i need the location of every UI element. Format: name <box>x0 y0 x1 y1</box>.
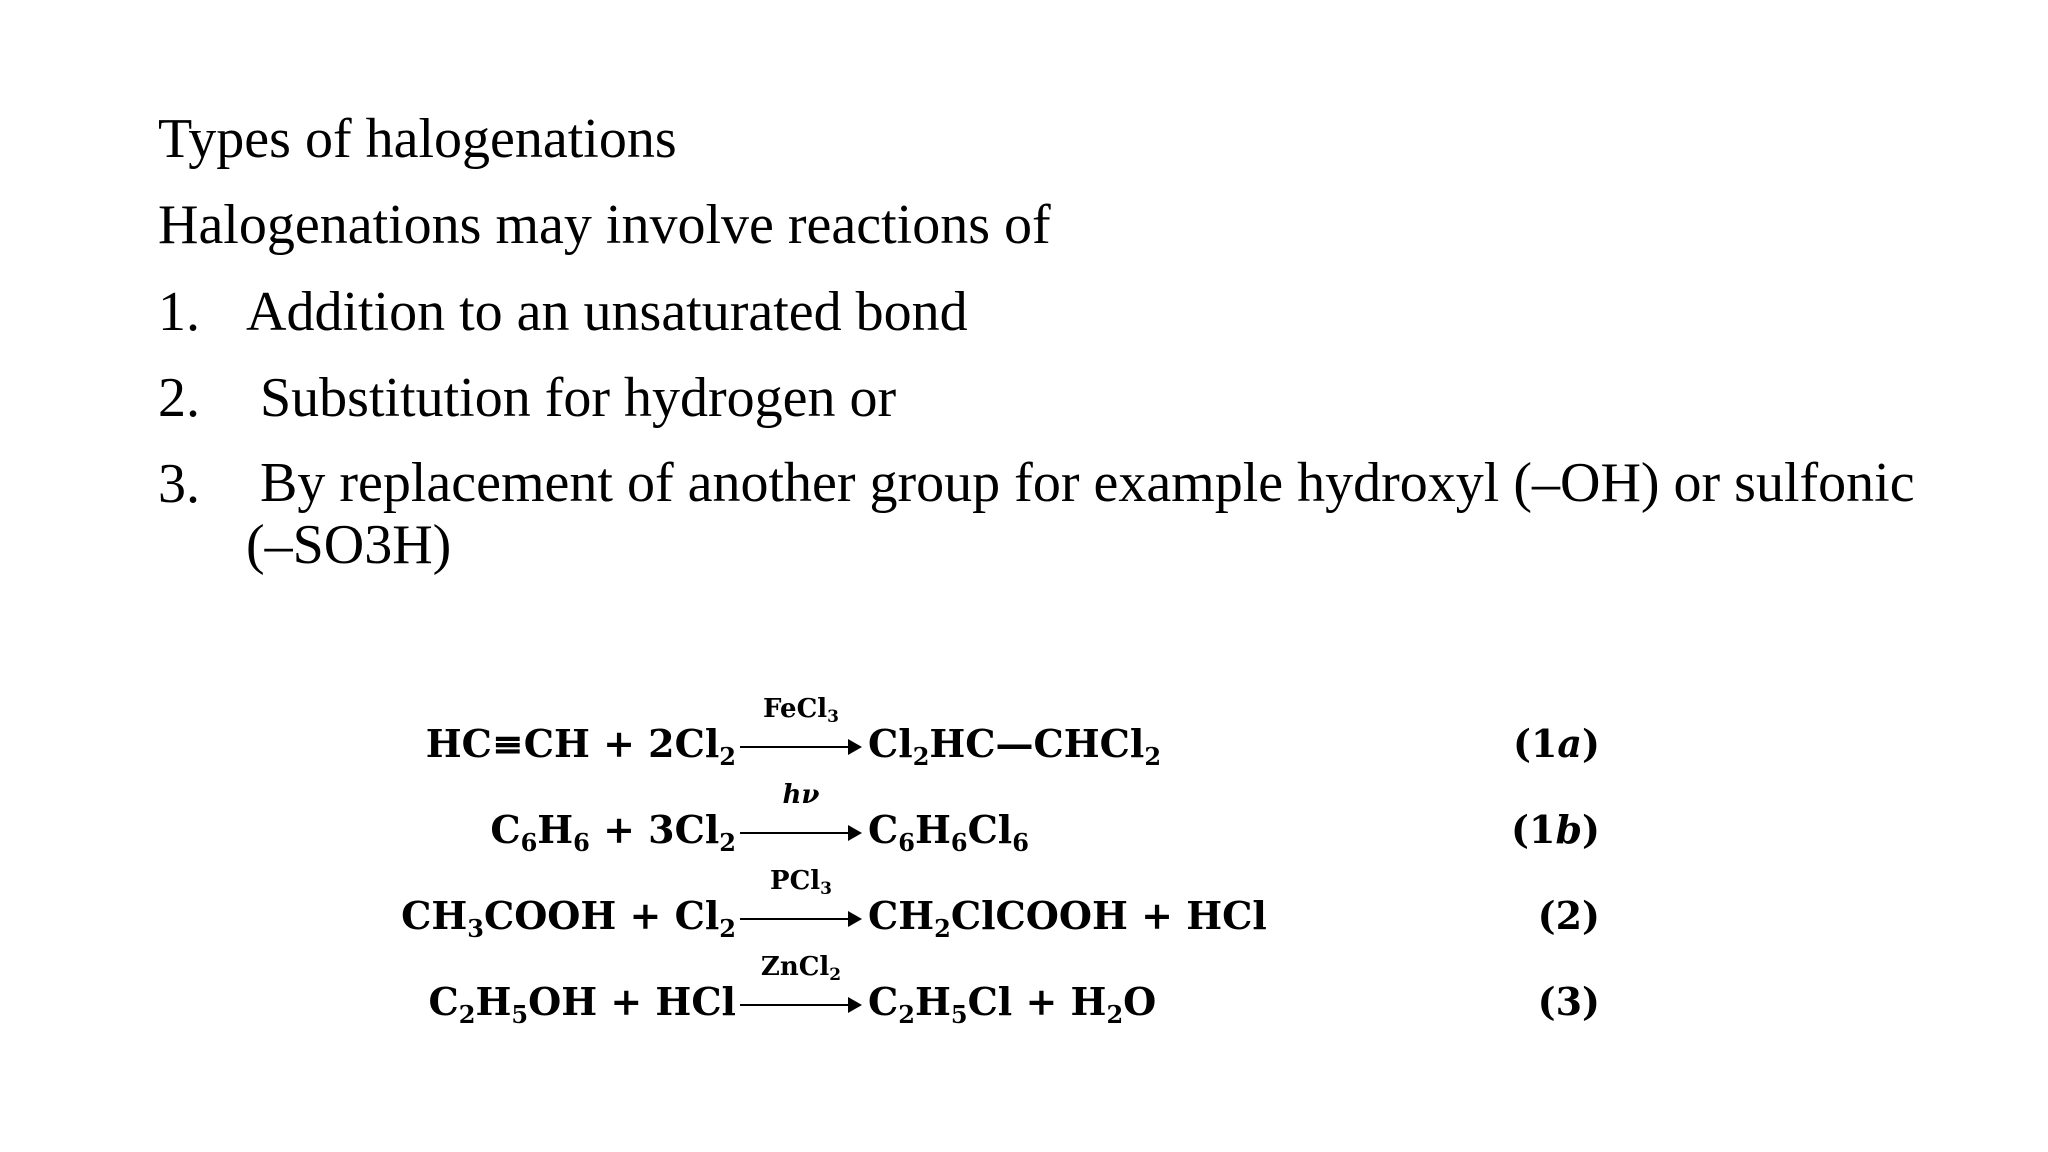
arrow-head-icon <box>848 997 862 1013</box>
arrow-line <box>740 746 854 748</box>
list-item-number: 2. <box>158 367 200 429</box>
equation-1b-products: $C_6H_6Cl_6$ <box>868 807 1029 857</box>
equation-1b-reactants: $C_6H_6 + 3Cl_2$ <box>490 807 736 857</box>
equation-3-reactants: $C_2H_5OH$ + HCl <box>428 979 736 1029</box>
arrow-head-icon <box>848 911 862 927</box>
slide-title: Types of halogenations <box>158 108 677 170</box>
equation-2-products: $CH_2ClCOOH$ + HCl <box>868 893 1267 943</box>
list-item-text: Substitution for hydrogen or <box>246 367 897 429</box>
intro-text: Halogenations may involve reactions of <box>158 194 1051 256</box>
equation-1a-catalyst: FeCl$_3$ <box>763 694 839 727</box>
arrow-line <box>740 1004 854 1006</box>
equation-2-label: (2) <box>1537 893 1600 938</box>
equation-2-catalyst: PCl$_3$ <box>770 866 832 899</box>
equation-3-arrow <box>740 952 862 1024</box>
equation-2-reactants: $CH_3COOH + Cl_2$ <box>401 893 736 943</box>
equation-1b-catalyst: hν <box>782 780 820 810</box>
arrow-line <box>740 918 854 920</box>
equation-3-label: (3) <box>1537 979 1600 1024</box>
equation-3-catalyst: ZnCl$_2$ <box>760 952 842 985</box>
list-item-number: 1. <box>158 281 200 343</box>
arrow-head-icon <box>848 825 862 841</box>
equation-3-products: $C_2H_5Cl + H_2O$ <box>868 979 1157 1029</box>
arrow-line <box>740 832 854 834</box>
equation-1a-arrow <box>740 694 862 766</box>
list-item-text: Addition to an unsaturated bond <box>246 281 968 343</box>
equation-1a-label: (1a) <box>1512 721 1600 766</box>
equation-1a-reactants: $HC\equiv CH + 2Cl_2$ <box>425 721 736 771</box>
list-item-text: By replacement of another group for example hydroxyl (–OH) or sulfonic (–SO3H) <box>246 452 1929 576</box>
list-item-number: 3. <box>158 453 200 515</box>
equation-2-arrow <box>740 866 862 938</box>
arrow-head-icon <box>848 739 862 755</box>
equation-1b-arrow <box>740 780 862 852</box>
equation-1a-products: $Cl_2HC—CHCl_2$ <box>868 721 1162 771</box>
equation-1b-label: (1b) <box>1511 807 1600 852</box>
